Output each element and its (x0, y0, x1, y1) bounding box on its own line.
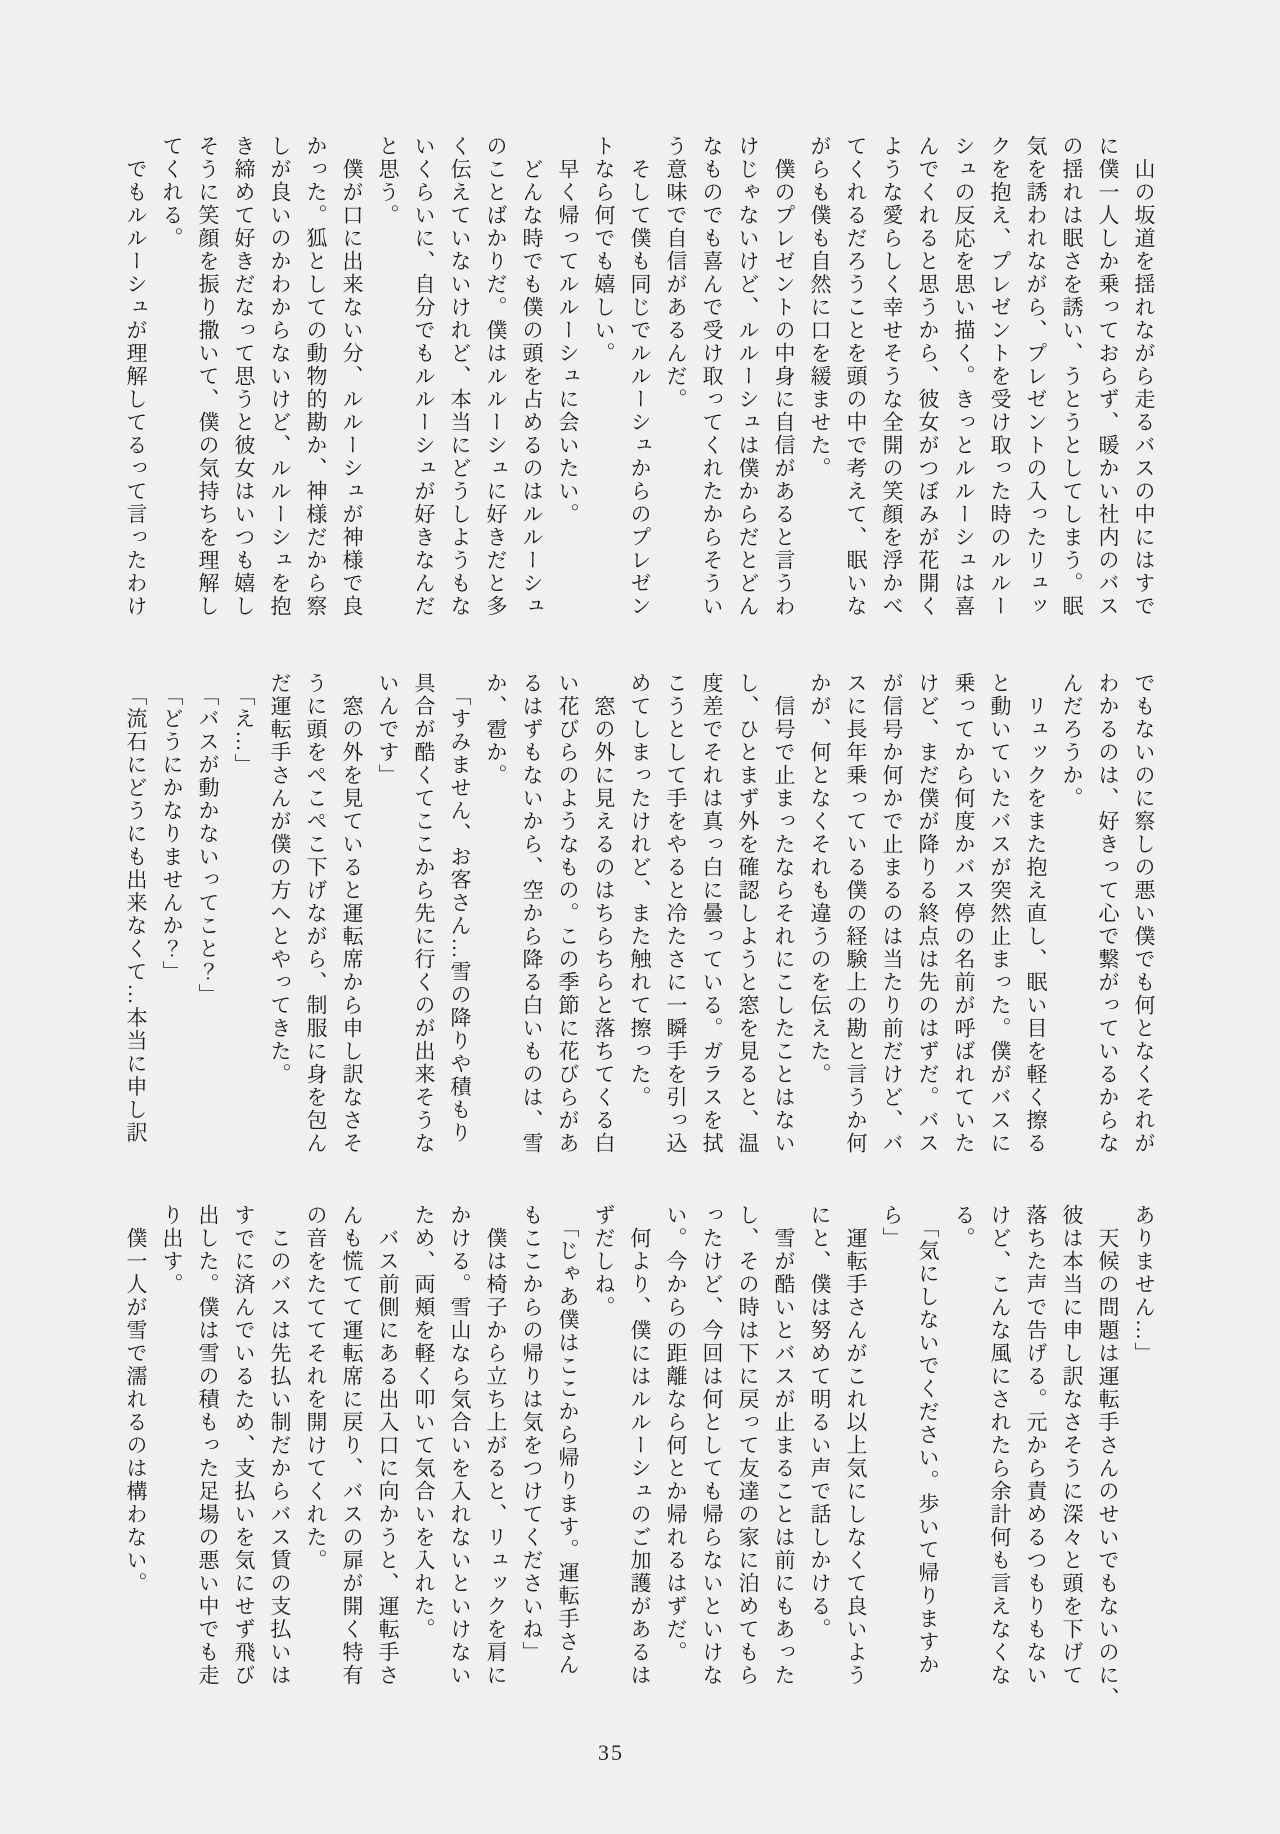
text-column: トなら何でも嬉しい。 (592, 135, 616, 365)
text-column: き締めて好きだなって思うと彼女はいつも嬉し (232, 135, 256, 618)
text-column: 窓の外を見ていると運転席から申し訳なさそ (340, 672, 364, 1155)
text-column: けど、まだ僕が降りる終点は先のはずだ。バス (916, 672, 940, 1155)
text-column: し、その時は下に戻って友達の家に泊めてもら (736, 1204, 760, 1687)
text-column: 気を誘われながら、プレゼントの入ったリュッ (1024, 135, 1048, 618)
text-column: 早く帰ってルルーシュに会いたい。 (556, 135, 580, 526)
text-column: い花びらのようなもの。この季節に花びらがあ (556, 672, 580, 1155)
text-column: う意味で自信があるんだ。 (664, 135, 688, 411)
text-column: 「じゃあ僕はここから帰ります。運転手さん (556, 1204, 580, 1677)
text-column: がらも僕も自然に口を緩ませた。 (808, 135, 832, 480)
text-column: にと、僕は努めて明るい声で話しかける。 (808, 1204, 832, 1641)
text-column: 乗ってから何度かバス停の名前が呼ばれていた (952, 672, 976, 1155)
text-column: る。 (952, 1204, 976, 1250)
text-column: スに長年乗っている僕の経験上の勘と言うか何 (844, 672, 868, 1155)
text-column: 窓の外に見えるのはちらちらと落ちてくる白 (592, 672, 616, 1155)
text-column: か、雹か。 (484, 672, 508, 787)
text-column: るはずもないから、空から降る白いものは、雪 (520, 672, 544, 1155)
text-column: めてしまったけれど、また触れて擦った。 (628, 672, 652, 1109)
text-column: ため、両頬を軽く叩いて気合いを入れた。 (412, 1204, 436, 1641)
text-column: シュの反応を思い描く。きっとルルーシュは喜 (952, 135, 976, 618)
text-column: リュックをまた抱え直し、眠い目を軽く擦る (1024, 672, 1048, 1155)
text-column: だ運転手さんが僕の方へとやってきた。 (268, 672, 292, 1086)
text-column: 僕一人が雪で濡れるのは構わない。 (124, 1204, 148, 1595)
text-column: けど、こんな風にされたら余計何も言えなくな (988, 1204, 1012, 1687)
text-column: このバスは先払い制だからバス賃の支払いは (268, 1204, 292, 1687)
text-column: ら」 (880, 1204, 904, 1250)
page-number: 35 (598, 1740, 624, 1765)
text-column: てくれる。 (160, 135, 184, 250)
text-column: 何より、僕にはルルーシュのご加護があるは (628, 1204, 652, 1687)
text-column: 僕が口に出来ない分、ルルーシュが神様で良 (340, 135, 364, 618)
text-column: こうとして手をやると冷たさに一瞬手を引っ込 (664, 672, 688, 1155)
text-column: わかるのは、好きって心で繋がっているからな (1096, 672, 1120, 1155)
text-column: かける。雪山なら気合いを入れないといけない (448, 1204, 472, 1687)
text-column: かが、何となくそれも違うのを伝えた。 (808, 672, 832, 1086)
text-column: と動いていたバスが突然止まった。僕がバスに (988, 672, 1012, 1155)
text-column: クを抱え、プレゼントを受け取った時のルルー (988, 135, 1012, 618)
text-column: の音をたててそれを開けてくれた。 (304, 1204, 328, 1572)
text-column: し、ひとまず外を確認しようと窓を見ると、温 (736, 672, 760, 1155)
text-column: 度差でそれは真っ白に曇っている。ガラスを拭 (700, 672, 724, 1155)
text-column: 「流石にどうにも出来なくて…本当に申し訳 (124, 672, 148, 1145)
text-column: り出す。 (160, 1204, 184, 1296)
text-column: けじゃないけど、ルルーシュは僕からだとどん (736, 135, 760, 618)
text-column: かった。狐としての動物的勘か、神様だから察 (304, 135, 328, 618)
text-column: 雪が酷いとバスが止まることは前にもあった (772, 1204, 796, 1687)
text-column: 「バスが動かないってこと？」 (196, 672, 220, 1007)
text-column: ずだしね。 (592, 1204, 616, 1319)
text-block-top (118, 135, 1162, 647)
text-column: 「どうにかなりませんか？」 (160, 672, 184, 984)
text-column: く伝えていないけれど、本当にどうしようもな (448, 135, 472, 618)
text-column: んでくれると思うから、彼女がつぼみが花開く (916, 135, 940, 618)
text-column: でもルルーシュが理解してるって言ったわけ (124, 135, 148, 618)
text-column: しが良いのかわからないけど、ルルーシュを抱 (268, 135, 292, 618)
text-column: と思う。 (376, 135, 400, 227)
text-column: 信号で止まったならそれにこしたことはない (772, 672, 796, 1155)
text-column: んも慌てて運転席に戻り、バスの扉が開く特有 (340, 1204, 364, 1687)
text-column: のことばかりだ。僕はルルーシュに好きだと多 (484, 135, 508, 618)
text-column: んだろうか。 (1060, 672, 1084, 810)
text-column: 山の坂道を揺れながら走るバスの中にはすで (1132, 135, 1156, 618)
text-column: が信号か何かで止まるのは当たり前だけど、バ (880, 672, 904, 1155)
text-block-middle (118, 672, 1162, 1184)
text-column: うに頭をぺこぺこ下げながら、制服に身を包ん (304, 672, 328, 1155)
text-column: ような愛らしく幸せそうな全開の笑顔を浮かべ (880, 135, 904, 618)
text-column: いくらいに、自分でもルルーシュが好きなんだ (412, 135, 436, 618)
text-column: 具合が酷くてここから先に行くのが出来そうな (412, 672, 436, 1155)
text-column: バス前側にある出入口に向かうと、運転手さ (376, 1204, 400, 1687)
text-column: 彼は本当に申し訳なさそうに深々と頭を下げて (1060, 1204, 1084, 1687)
text-column: 運転手さんがこれ以上気にしなくて良いよう (844, 1204, 868, 1687)
text-column: い。今からの距離なら何とか帰れるはずだ。 (664, 1204, 688, 1664)
text-column: でもないのに察しの悪い僕でも何となくそれが (1132, 672, 1156, 1155)
text-column: 僕のプレゼントの中身に自信があると言うわ (772, 135, 796, 618)
text-column: もここからの帰りは気をつけてくださいね」 (520, 1204, 544, 1664)
text-column: の揺れは眠さを誘い、うとうとしてしまう。眠 (1060, 135, 1084, 618)
text-column: 天候の問題は運転手さんのせいでもないのに、 (1096, 1204, 1120, 1710)
text-column: ったけど、今回は何としても帰らないといけな (700, 1204, 724, 1687)
text-column: 僕は椅子から立ち上がると、リュックを肩に (484, 1204, 508, 1687)
text-column: すでに済んでいるため、支払いを気にせず飛び (232, 1204, 256, 1687)
text-column: てくれるだろうことを頭の中で考えて、眠いな (844, 135, 868, 618)
text-column: 出した。僕は雪の積もった足場の悪い中でも走 (196, 1204, 220, 1687)
text-column: 「え…」 (232, 672, 256, 777)
text-column: 「すみません、お客さん…雪の降りや積もり (448, 672, 472, 1145)
text-column: 落ちた声で告げる。元から責めるつもりもない (1024, 1204, 1048, 1687)
text-block-bottom (118, 1204, 1162, 1716)
text-column: そうに笑顔を振り撒いて、僕の気持ちを理解し (196, 135, 220, 618)
text-column: どんな時でも僕の頭を占めるのはルルーシュ (520, 135, 544, 618)
text-column: いんです」 (376, 672, 400, 787)
text-column: なものでも喜んで受け取ってくれたからそうい (700, 135, 724, 618)
text-column: 「気にしないでください。歩いて帰りますか (916, 1204, 940, 1677)
text-column: に僕一人しか乗っておらず、暖かい社内のバス (1096, 135, 1120, 618)
text-column: ありません…」 (1132, 1204, 1156, 1365)
text-column: そして僕も同じでルルーシュからのプレゼン (628, 135, 652, 618)
